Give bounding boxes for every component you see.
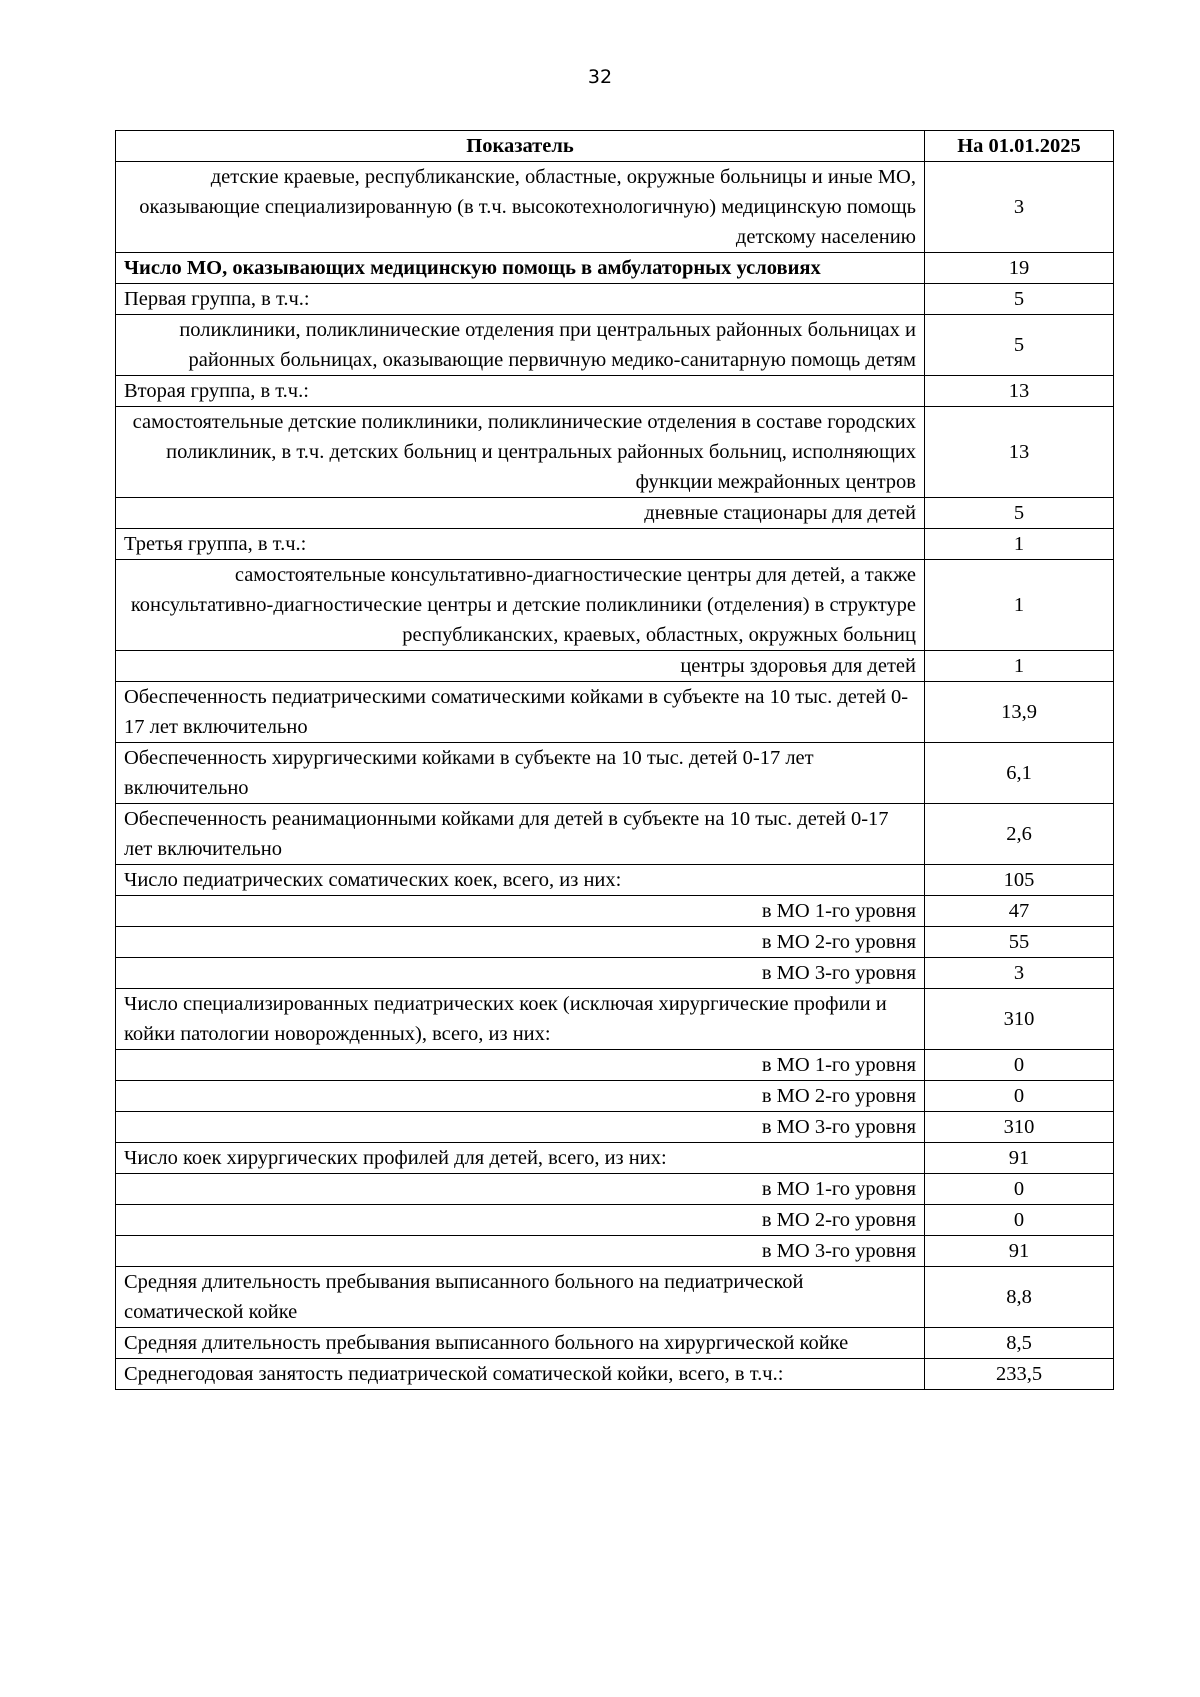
table-row	[116, 407, 1114, 498]
row-label: самостоятельные детские поликлиники, поликлинические отделения в составе городских поликлиник, в т.ч. детских больниц и центральных районных больниц, исполняющих функции межрайонных центров	[116, 407, 925, 498]
row-value: 5	[925, 284, 1114, 315]
row-label: в МО 2-го уровня	[116, 1205, 925, 1236]
row-label: в МО 1-го уровня	[116, 1050, 925, 1081]
row-value: 8,8	[925, 1267, 1114, 1328]
indicators-table	[115, 130, 1114, 1390]
row-value: 310	[925, 1112, 1114, 1143]
row-value: 233,5	[925, 1359, 1114, 1390]
row-label: в МО 2-го уровня	[116, 1081, 925, 1112]
table-row	[116, 1236, 1114, 1267]
row-label: Средняя длительность пребывания выписанного больного на хирургической койке	[116, 1328, 925, 1359]
table-row	[116, 253, 1114, 284]
row-label: Средняя длительность пребывания выписанного больного на педиатрической соматической койке	[116, 1267, 925, 1328]
row-label: Обеспеченность педиатрическими соматическими койками в субъекте на 10 тыс. детей 0-17 лет включительно	[116, 682, 925, 743]
row-label: Среднегодовая занятость педиатрической соматической койки, всего, в т.ч.:	[116, 1359, 925, 1390]
row-label: Обеспеченность реанимационными койками для детей в субъекте на 10 тыс. детей 0-17 лет включительно	[116, 804, 925, 865]
table-row	[116, 1081, 1114, 1112]
header-date: На 01.01.2025	[925, 131, 1114, 162]
table-row	[116, 896, 1114, 927]
table-row	[116, 1174, 1114, 1205]
row-value: 6,1	[925, 743, 1114, 804]
row-value: 5	[925, 315, 1114, 376]
table-row	[116, 560, 1114, 651]
row-label: дневные стационары для детей	[116, 498, 925, 529]
table-row	[116, 989, 1114, 1050]
table-row	[116, 284, 1114, 315]
row-label: детские краевые, республиканские, областные, окружные больницы и иные МО, оказывающие специализированную (в т.ч. высокотехнологичную) медицинскую помощь детскому населению	[116, 162, 925, 253]
row-label: самостоятельные консультативно-диагностические центры для детей, а также консультативно-диагностические центры и детские поликлиники (отделения) в структуре республиканских, краевых, областных, окружных больниц	[116, 560, 925, 651]
row-value: 1	[925, 529, 1114, 560]
table-row	[116, 1205, 1114, 1236]
table-row	[116, 1359, 1114, 1390]
table-row	[116, 682, 1114, 743]
row-label: Число педиатрических соматических коек, всего, из них:	[116, 865, 925, 896]
row-value: 8,5	[925, 1328, 1114, 1359]
row-label: Число МО, оказывающих медицинскую помощь в амбулаторных условиях	[116, 253, 925, 284]
table-row	[116, 958, 1114, 989]
table-row	[116, 376, 1114, 407]
table-header-row	[116, 131, 1114, 162]
table-row	[116, 498, 1114, 529]
row-value: 13,9	[925, 682, 1114, 743]
table-row	[116, 1112, 1114, 1143]
table-row	[116, 162, 1114, 253]
table-row	[116, 1328, 1114, 1359]
table-row	[116, 927, 1114, 958]
row-value: 13	[925, 407, 1114, 498]
row-value: 3	[925, 958, 1114, 989]
table-row	[116, 315, 1114, 376]
row-value: 0	[925, 1081, 1114, 1112]
row-label: поликлиники, поликлинические отделения при центральных районных больницах и районных больницах, оказывающие первичную медико-санитарную помощь детям	[116, 315, 925, 376]
row-value: 19	[925, 253, 1114, 284]
row-value: 105	[925, 865, 1114, 896]
row-label: центры здоровья для детей	[116, 651, 925, 682]
row-label: Первая группа, в т.ч.:	[116, 284, 925, 315]
row-label: Обеспеченность хирургическими койками в субъекте на 10 тыс. детей 0-17 лет включительно	[116, 743, 925, 804]
row-label: в МО 3-го уровня	[116, 958, 925, 989]
row-label: в МО 3-го уровня	[116, 1112, 925, 1143]
row-value: 310	[925, 989, 1114, 1050]
header-indicator: Показатель	[116, 131, 925, 162]
row-label: в МО 3-го уровня	[116, 1236, 925, 1267]
table-row	[116, 743, 1114, 804]
row-value: 5	[925, 498, 1114, 529]
row-label: в МО 1-го уровня	[116, 1174, 925, 1205]
table-row	[116, 865, 1114, 896]
table-row	[116, 651, 1114, 682]
row-label: в МО 1-го уровня	[116, 896, 925, 927]
row-value: 91	[925, 1143, 1114, 1174]
row-value: 0	[925, 1174, 1114, 1205]
row-value: 13	[925, 376, 1114, 407]
page-number: 32	[587, 66, 613, 88]
row-value: 47	[925, 896, 1114, 927]
row-value: 2,6	[925, 804, 1114, 865]
row-label: Вторая группа, в т.ч.:	[116, 376, 925, 407]
table-row	[116, 1143, 1114, 1174]
table-row	[116, 804, 1114, 865]
row-label: Число специализированных педиатрических коек (исключая хирургические профили и койки патологии новорожденных), всего, из них:	[116, 989, 925, 1050]
row-value: 91	[925, 1236, 1114, 1267]
row-value: 1	[925, 651, 1114, 682]
table-row	[116, 1267, 1114, 1328]
table-row	[116, 529, 1114, 560]
row-label: Третья группа, в т.ч.:	[116, 529, 925, 560]
row-value: 3	[925, 162, 1114, 253]
row-label: Число коек хирургических профилей для детей, всего, из них:	[116, 1143, 925, 1174]
row-value: 55	[925, 927, 1114, 958]
row-value: 0	[925, 1050, 1114, 1081]
table-row	[116, 1050, 1114, 1081]
row-label: в МО 2-го уровня	[116, 927, 925, 958]
row-value: 0	[925, 1205, 1114, 1236]
row-value: 1	[925, 560, 1114, 651]
